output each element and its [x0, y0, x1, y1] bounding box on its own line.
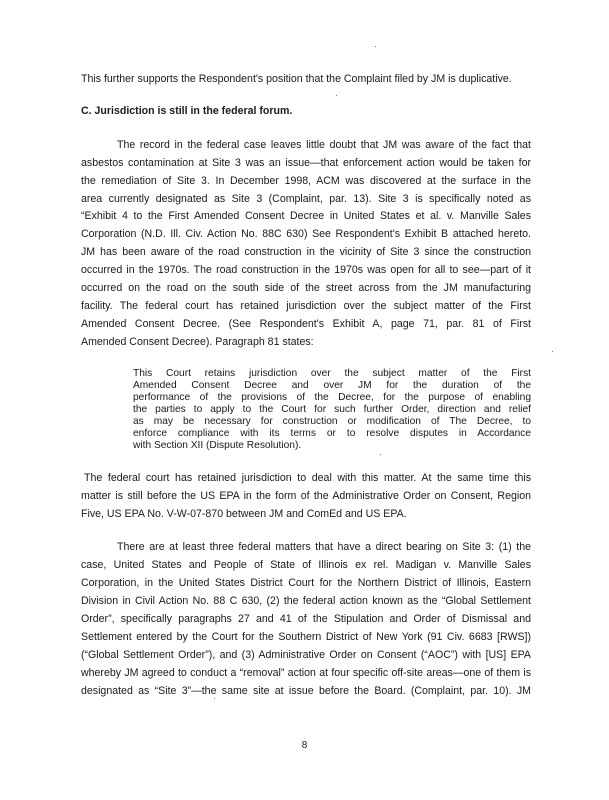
text-line: facility. The federal court has retained jurisdiction over the subject matter of the First — [81, 300, 531, 312]
text-line: Five, US EPA No. V-W-07-870 between JM and ComEd and US EPA. — [81, 508, 407, 520]
block-quote-line: performance of the provisions of the Decree, for the purpose of enabling — [133, 392, 531, 403]
text-line: “Exhibit 4 to the First Amended Consent Decree in United States et al. v. Manville Sales — [81, 210, 531, 222]
block-quote-line: as may be necessary for construction or modification of The Decree, to — [133, 416, 531, 427]
block-quote-line: the parties to apply to the Court for such further Order, direction and relief — [133, 404, 531, 415]
block-quote-line: with Section XII (Dispute Resolution). — [133, 440, 302, 451]
block-quote-line: enforce compliance with its terms or to resolve disputes in Accordance — [133, 428, 531, 439]
text-line: Corporation, in the United States District Court for the Northern District of Illinois, Eastern — [81, 577, 531, 589]
text-line: There are at least three federal matters that have a direct bearing on Site 3: (1) the — [117, 541, 531, 553]
text-line: JM has been aware of the road construction in the vicinity of Site 3 since the construction — [81, 246, 531, 258]
text-line: case, United States and People of State of Illinois ex rel. Madigan v. Manville Sales — [81, 559, 531, 571]
text-line: whereby JM agreed to conduct a “removal” action at four specific off-site areas—one of them is — [81, 667, 531, 679]
text-line: The record in the federal case leaves little doubt that JM was aware of the fact that — [117, 139, 531, 151]
text-line: Amended Consent Decree). Paragraph 81 states: — [81, 336, 314, 348]
block-quote-line: Amended Consent Decree and over JM for the duration of the — [133, 380, 531, 391]
scan-speck — [552, 351, 553, 352]
text-line: Amended Consent Decree. (See Respondent's Exhibit A, page 71, par. 81 of First — [81, 318, 531, 330]
text-line: area currently designated as Site 3 (Complaint, par. 13). Site 3 is specifically noted as — [81, 193, 531, 205]
text-line: The federal court has retained jurisdiction to deal with this matter. At the same time this — [84, 472, 531, 484]
text-line: occurred on the road on the south side of the street across from the JM manufacturing — [81, 282, 531, 294]
text-line: occurred in the 1970s. The road construction in the 1970s was open for all to see—part of it — [81, 264, 531, 276]
section-heading: C. Jurisdiction is still in the federal forum. — [81, 105, 293, 117]
text-line: the remediation of Site 3. In December 1998, ACM was discovered at the surface in the — [81, 175, 531, 187]
text-line: matter is still before the US EPA in the form of the Administrative Order on Consent, Region — [81, 490, 531, 502]
scan-speck — [380, 454, 381, 455]
text-line: Division in Civil Action No. 88 C 630, (2) the federal action known as the “Global Settlement — [81, 595, 531, 607]
page-number: 8 — [301, 740, 308, 751]
block-quote-line: This Court retains jurisdiction over the subject matter of the First — [133, 368, 531, 379]
scan-speck — [214, 698, 215, 699]
scan-speck — [336, 95, 337, 96]
text-line: Corporation (N.D. Ill. Civ. Action No. 88C 630) See Respondent's Exhibit B attached hereto. — [81, 228, 531, 240]
text-line: Settlement entered by the Court for the Southern District of New York (91 Civ. 6683 [RWS]) — [81, 631, 531, 643]
text-line: Order”, specifically paragraphs 27 and 41 of the Stipulation and Order of Dismissal and — [81, 613, 531, 625]
text-line: This further supports the Respondent's position that the Complaint filed by JM is duplicative. — [81, 73, 512, 85]
text-line: asbestos contamination at Site 3 was an issue—that enforcement action would be taken for — [81, 157, 531, 169]
text-line: (“Global Settlement Order”), and (3) Administrative Order on Consent (“AOC”) with [US] EPA — [81, 649, 531, 661]
text-line: designated as “Site 3”—the same site at issue before the Board. (Complaint, par. 10). JM — [81, 685, 531, 697]
scan-speck — [375, 46, 376, 47]
